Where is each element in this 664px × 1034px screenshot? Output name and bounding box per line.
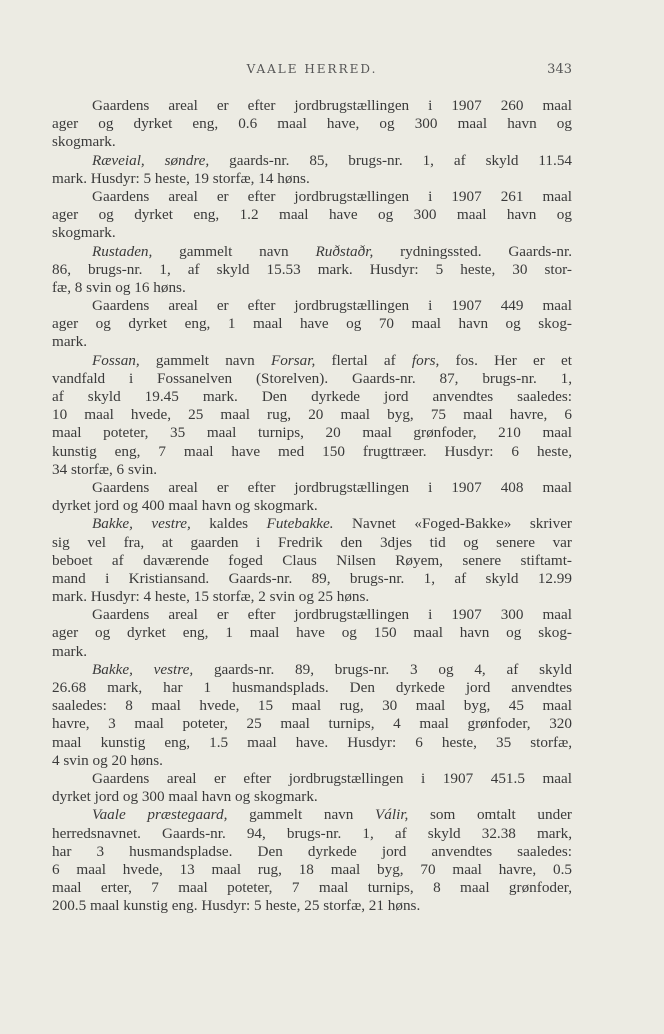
text-line	[52, 424, 572, 442]
text-segment: Gaardens areal er efter jordbrugstællingen i 1907 451.5 maal	[92, 769, 572, 787]
text-segment: havre, 3 maal poteter, 25 maal turnips, 4 maal grønfoder, 320	[52, 715, 572, 733]
text-line	[52, 388, 572, 406]
text-line	[52, 479, 572, 497]
header-title: VAALE HERRED.	[246, 62, 378, 76]
text-line	[52, 825, 572, 843]
text-segment: kunstig eng, 7 maal have med 150 frugttræer. Husdyr: 6 heste,	[52, 442, 572, 460]
text-segment: sig vel fra, at gaarden i Fredrik den 3djes tid og senere var	[52, 533, 572, 551]
text-line	[52, 679, 572, 697]
text-line	[52, 443, 572, 461]
text-segment: Navnet «Foged-Bakke» skriver	[333, 515, 572, 533]
text-line	[52, 861, 572, 879]
text-line	[52, 897, 572, 915]
text-line	[52, 333, 572, 351]
italic-name: Bakke, vestre,	[92, 660, 194, 678]
text-segment: Gaardens areal er efter jordbrugstællingen i 1907 300 maal	[92, 606, 572, 624]
text-line	[52, 279, 572, 297]
text-segment: skogmark.	[52, 224, 116, 242]
text-segment: 26.68 mark, har 1 husmandsplads. Den dyrkede jord anvendtes	[52, 679, 572, 696]
italic-name: Ræveial, søndre,	[92, 151, 210, 169]
text-line	[52, 115, 572, 133]
text-line	[52, 315, 572, 333]
text-segment: saaledes: 8 maal hvede, 15 maal rug, 30 maal byg, 45 maal	[52, 697, 572, 715]
text-segment: Gaardens areal er efter jordbrugstællingen i 1907 261 maal	[92, 187, 572, 205]
text-line	[52, 697, 572, 715]
text-segment: mark.	[52, 642, 88, 660]
italic-name: Futebakke.	[266, 515, 334, 533]
text-segment: har 3 husmandspladse. Den dyrkede jord anvendtes saaledes:	[52, 842, 572, 860]
text-line	[52, 843, 572, 861]
text-segment: Gaardens areal er efter jordbrugstællingen i 1907 260 maal	[92, 97, 572, 114]
text-segment: skogmark.	[52, 133, 116, 151]
text-line	[52, 770, 572, 788]
text-line	[52, 497, 572, 515]
text-segment: som omtalt under	[408, 806, 572, 824]
text-line	[52, 243, 572, 261]
text-segment: gammelt navn	[139, 351, 271, 369]
body-text	[52, 97, 572, 915]
text-line	[52, 133, 572, 151]
italic-name: Bakke, vestre,	[92, 515, 191, 533]
text-segment: 10 maal hvede, 25 maal rug, 20 maal byg, 75 maal havre, 6	[52, 406, 572, 424]
text-line	[52, 297, 572, 315]
text-segment: maal poteter, 35 maal turnips, 20 maal grønfoder, 210 maal	[52, 424, 572, 442]
text-line	[52, 734, 572, 752]
text-line	[52, 879, 572, 897]
text-segment: herredsnavnet. Gaards-nr. 94, brugs-nr. 1, af skyld 32.38 mark,	[52, 824, 572, 842]
italic-name: Vaale præstegaard,	[92, 806, 228, 824]
text-segment: 200.5 maal kunstig eng. Husdyr: 5 heste, 25 storfæ, 21 høns.	[52, 897, 421, 915]
text-segment: Gaardens areal er efter jordbrugstællingen i 1907 408 maal	[92, 478, 572, 496]
text-segment: dyrket jord og 300 maal havn og skogmark.	[52, 788, 318, 806]
text-segment: Gaardens areal er efter jordbrugstællingen i 1907 449 maal	[92, 297, 572, 315]
text-line	[52, 643, 572, 661]
text-line	[52, 534, 572, 552]
text-segment: ager og dyrket eng, 1 maal have og 70 maal havn og skog-	[52, 315, 572, 333]
text-line	[52, 806, 572, 824]
text-segment: fæ, 8 svin og 16 høns.	[52, 278, 186, 296]
text-line	[52, 715, 572, 733]
text-segment: gaards-nr. 89, brugs-nr. 3 og 4, af skyld	[193, 660, 572, 678]
text-segment: beboet af daværende foged Claus Nilsen Røyem, senere stiftamt-	[52, 551, 572, 569]
italic-name: fors,	[411, 351, 440, 369]
text-line	[52, 352, 572, 370]
text-segment: gaards-nr. 85, brugs-nr. 1, af skyld 11.54	[209, 151, 573, 169]
text-segment: fos. Her er et	[439, 351, 572, 369]
text-segment: rydningssted. Gaards-nr.	[373, 242, 572, 260]
text-segment: mark. Husdyr: 5 heste, 19 storfæ, 14 høns.	[52, 169, 310, 187]
text-line	[52, 97, 572, 115]
text-segment: 4 svin og 20 høns.	[52, 751, 163, 769]
text-line	[52, 552, 572, 570]
text-line	[52, 461, 572, 479]
text-segment: 34 storfæ, 6 svin.	[52, 460, 158, 478]
italic-name: Rustaden,	[92, 242, 153, 260]
text-segment: mark. Husdyr: 4 heste, 15 storfæ, 2 svin og 25 høns.	[52, 588, 370, 606]
text-line	[52, 606, 572, 624]
italic-name: Ruðstaðr,	[315, 242, 374, 260]
text-line	[52, 152, 572, 170]
page-number: 343	[547, 62, 572, 77]
text-segment: maal kunstig eng, 1.5 maal have. Husdyr: 6 heste, 35 storfæ,	[52, 733, 572, 751]
text-line	[52, 224, 572, 242]
text-segment: dyrket jord og 400 maal havn og skogmark.	[52, 497, 318, 515]
text-line	[52, 752, 572, 770]
text-line	[52, 406, 572, 424]
text-segment: kaldes	[190, 515, 267, 533]
text-line	[52, 370, 572, 388]
text-segment: flertal af	[315, 351, 412, 369]
text-segment: 86, brugs-nr. 1, af skyld 15.53 mark. Husdyr: 5 heste, 30 stor-	[52, 260, 572, 278]
text-segment: maal erter, 7 maal poteter, 7 maal turnips, 8 maal grønfoder,	[52, 879, 572, 897]
text-segment: ager og dyrket eng, 0.6 maal have, og 300 maal havn og	[52, 115, 572, 133]
text-line	[52, 624, 572, 642]
text-line	[52, 261, 572, 279]
text-segment: mark.	[52, 333, 88, 351]
text-line	[52, 170, 572, 188]
text-segment: vandfald i Fossanelven (Storelven). Gaards-nr. 87, brugs-nr. 1,	[52, 369, 572, 387]
text-line	[52, 206, 572, 224]
text-line	[52, 661, 572, 679]
text-line	[52, 588, 572, 606]
text-segment: ager og dyrket eng, 1 maal have og 150 maal havn og skog-	[52, 624, 572, 642]
text-line	[52, 515, 572, 533]
italic-name: Forsar,	[270, 351, 316, 369]
text-line	[52, 188, 572, 206]
text-segment: gammelt navn	[152, 242, 316, 260]
text-segment: 6 maal hvede, 13 maal rug, 18 maal byg, 70 maal havre, 0.5	[52, 860, 572, 878]
text-line	[52, 788, 572, 806]
text-line	[52, 570, 572, 588]
italic-name: Válir,	[375, 806, 409, 824]
text-segment: ager og dyrket eng, 1.2 maal have og 300 maal havn og	[52, 206, 572, 224]
italic-name: Fossan,	[92, 351, 140, 369]
text-segment: mand i Kristiansand. Gaards-nr. 89, brugs-nr. 1, af skyld 12.99	[52, 569, 572, 587]
text-segment: af skyld 19.45 mark. Den dyrkede jord anvendtes saaledes:	[52, 388, 572, 405]
running-header	[52, 62, 572, 84]
text-segment: gammelt navn	[227, 806, 376, 824]
